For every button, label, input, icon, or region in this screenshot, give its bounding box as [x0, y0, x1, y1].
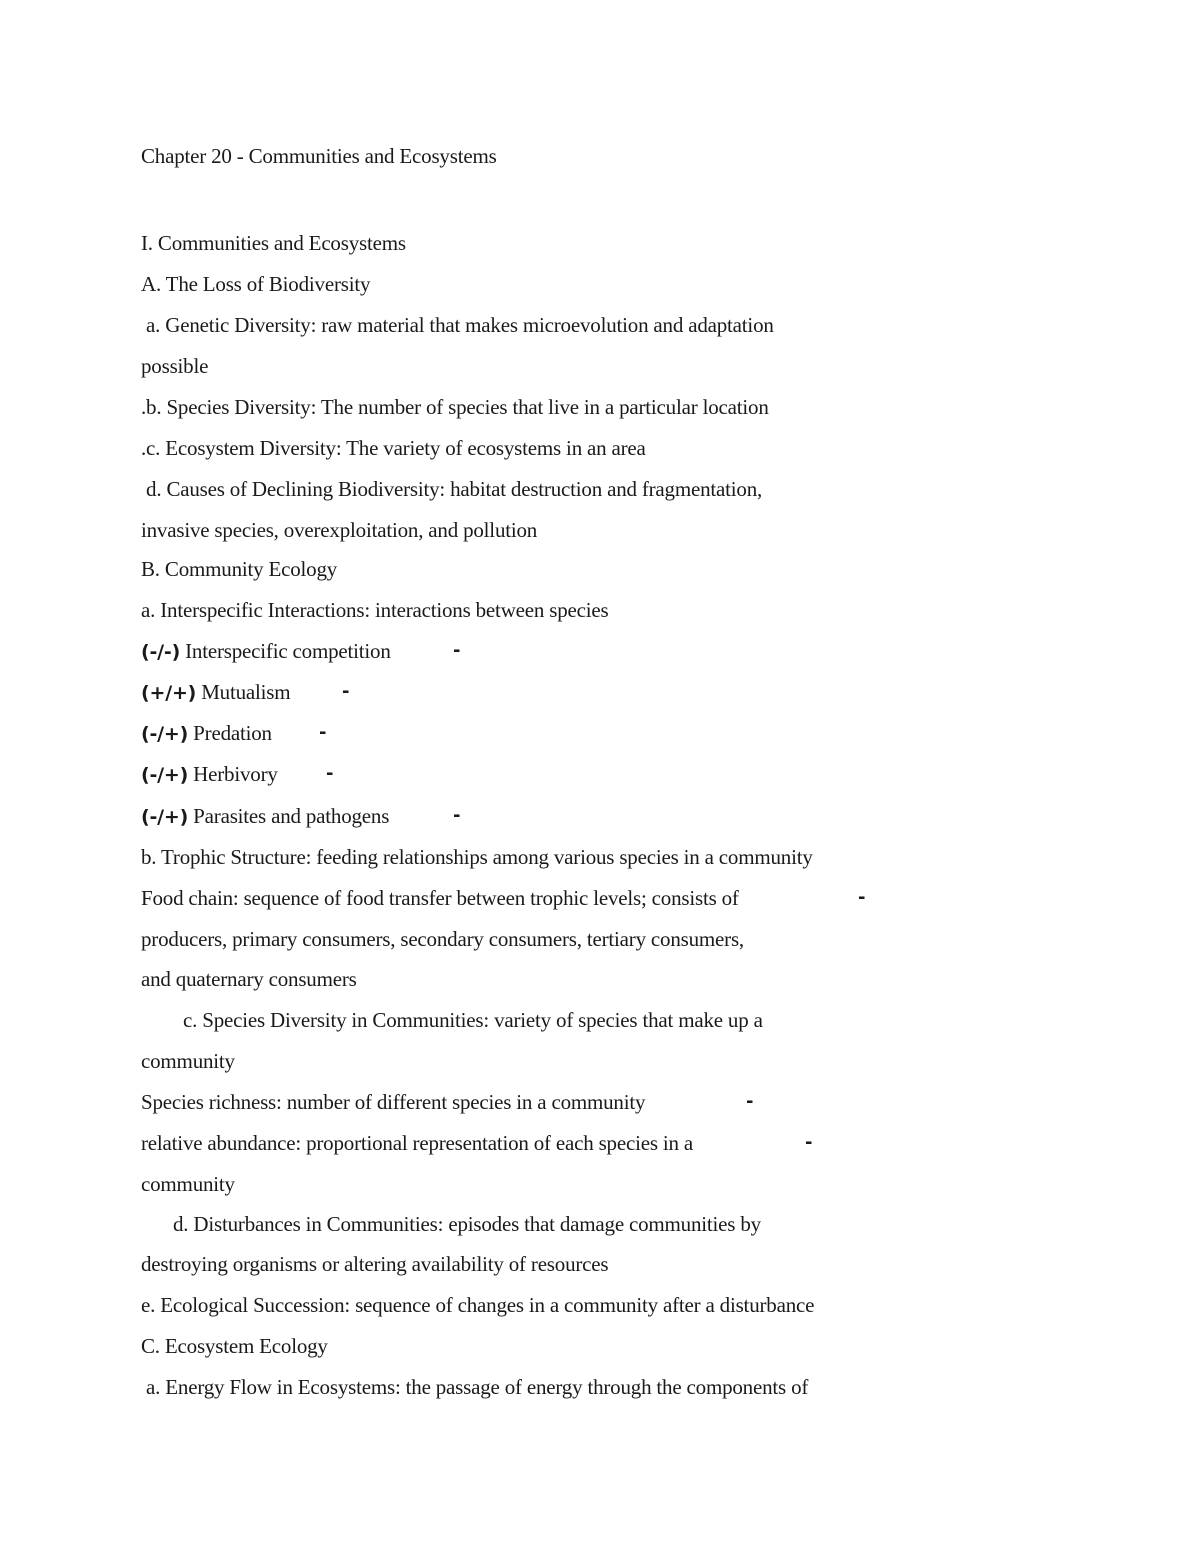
text-trophic-structure: b. Trophic Structure: feeding relationships among various species in a community — [141, 845, 813, 869]
text-ecosystem-diversity: .c. Ecosystem Diversity: The variety of ecosystems in an area — [141, 436, 646, 460]
text-declining-biodiversity-cont: invasive species, overexploitation, and pollution — [141, 518, 538, 542]
text-disturbances: d. Disturbances in Communities: episodes that damage communities by — [173, 1212, 761, 1236]
text-disturbances-cont: destroying organisms or altering availability of resources — [141, 1252, 609, 1276]
interaction-symbol: (-/+) — [141, 806, 189, 828]
text-interspecific-interactions: a. Interspecific Interactions: interactions between species — [141, 598, 609, 622]
text-genetic-diversity: a. Genetic Diversity: raw material that makes microevolution and adaptation — [141, 313, 774, 337]
text-species-diversity-communities-cont: community — [141, 1049, 235, 1073]
interaction-item — [141, 678, 290, 707]
interaction-item — [141, 760, 278, 789]
text-relative-abundance-cont: community — [141, 1172, 235, 1196]
interaction-label: Parasites and pathogens — [188, 804, 390, 828]
bullet-dash: - — [746, 1091, 754, 1112]
bullet-dash: - — [326, 763, 334, 784]
interaction-label: Mutualism — [196, 680, 291, 704]
bullet-dash: - — [453, 640, 461, 661]
heading-communities-ecosystems: I. Communities and Ecosystems — [141, 231, 406, 255]
heading-loss-of-biodiversity: A. The Loss of Biodiversity — [141, 272, 371, 296]
text-declining-biodiversity: d. Causes of Declining Biodiversity: habitat destruction and fragmentation, — [141, 477, 763, 501]
interaction-label: Interspecific competition — [180, 639, 391, 663]
heading-community-ecology: B. Community Ecology — [141, 557, 338, 581]
bullet-dash: - — [342, 681, 350, 702]
text-genetic-diversity-cont: possible — [141, 354, 209, 378]
text-ecological-succession: e. Ecological Succession: sequence of changes in a community after a disturbance — [141, 1293, 815, 1317]
text-energy-flow: a. Energy Flow in Ecosystems: the passage of energy through the components of — [141, 1375, 809, 1399]
page-title: Chapter 20 - Communities and Ecosystems — [141, 144, 497, 168]
interaction-label: Predation — [188, 721, 272, 745]
bullet-dash: - — [453, 805, 461, 826]
interaction-item — [141, 802, 389, 831]
text-species-diversity: .b. Species Diversity: The number of species that live in a particular location — [141, 395, 769, 419]
text-species-richness: Species richness: number of different species in a community — [141, 1090, 646, 1114]
interaction-label: Herbivory — [188, 762, 278, 786]
interaction-symbol: (+/+) — [141, 682, 197, 704]
bullet-dash: - — [858, 887, 866, 908]
text-food-chain-cont: producers, primary consumers, secondary consumers, tertiary consumers, — [141, 927, 744, 951]
bullet-dash: - — [319, 722, 327, 743]
interaction-symbol: (-/-) — [141, 641, 181, 663]
interaction-item — [141, 637, 391, 666]
bullet-dash: - — [805, 1132, 813, 1153]
interaction-symbol: (-/+) — [141, 723, 189, 745]
text-food-chain: Food chain: sequence of food transfer between trophic levels; consists of — [141, 886, 739, 910]
interaction-item — [141, 719, 272, 748]
heading-ecosystem-ecology: C. Ecosystem Ecology — [141, 1334, 328, 1358]
interaction-symbol: (-/+) — [141, 764, 189, 786]
text-species-diversity-communities: c. Species Diversity in Communities: variety of species that make up a — [183, 1008, 763, 1032]
text-food-chain-cont: and quaternary consumers — [141, 967, 357, 991]
text-relative-abundance: relative abundance: proportional representation of each species in a — [141, 1131, 693, 1155]
